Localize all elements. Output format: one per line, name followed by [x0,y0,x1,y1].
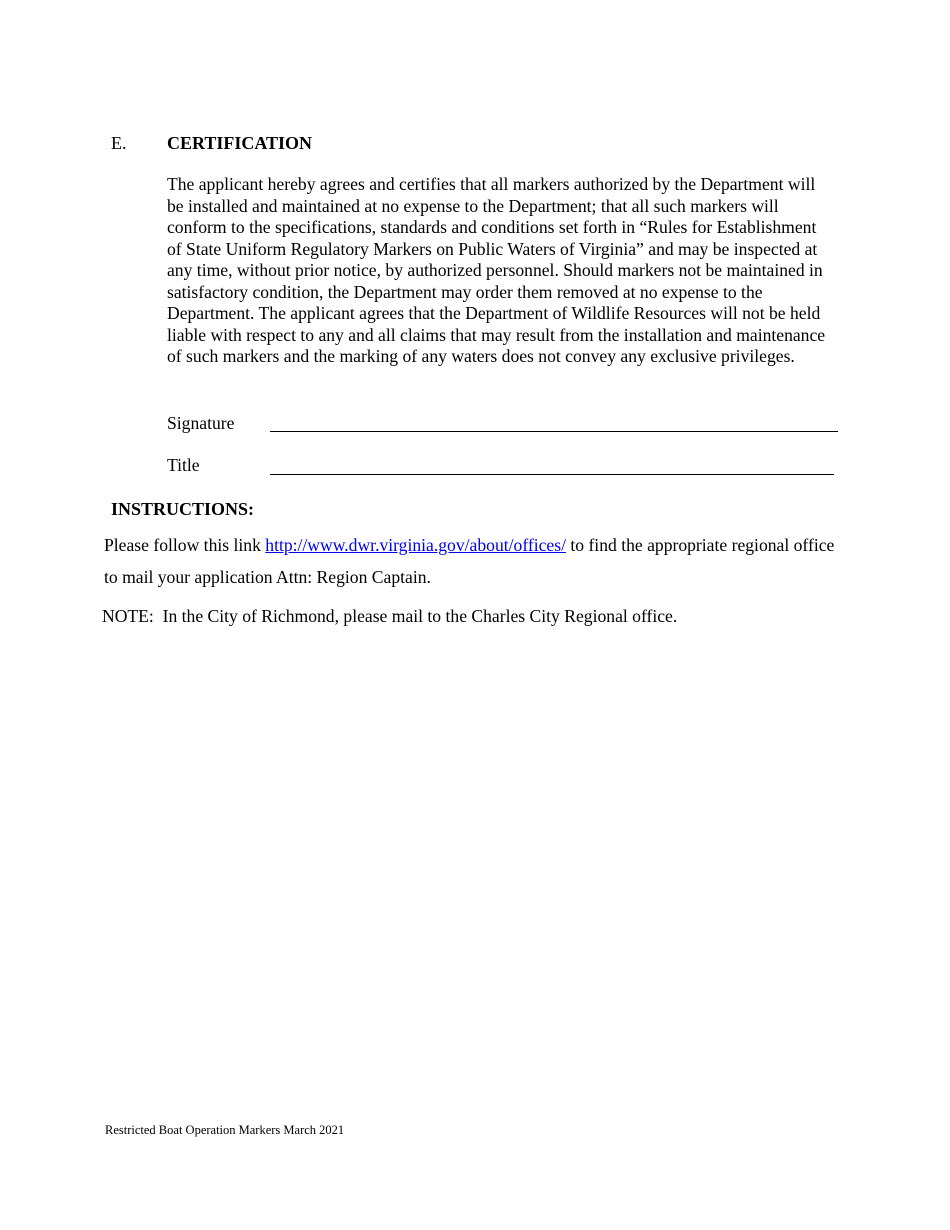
instructions-text-before-link: Please follow this link [104,535,266,555]
signature-field[interactable] [270,431,838,432]
signature-label: Signature [167,413,235,433]
section-title: CERTIFICATION [167,133,313,153]
instructions-text-after-link: to find the appropriate regional office to mail your application Attn: Region Captain. [104,535,835,587]
instructions-heading: INSTRUCTIONS: [111,499,255,519]
title-field[interactable] [270,474,834,475]
offices-link[interactable]: http://www.dwr.virginia.gov/about/offices/ [265,535,566,555]
page-footer: Restricted Boat Operation Markers March 2021 [105,1123,345,1137]
certification-text: The applicant hereby agrees and certifies that all markers authorized by the Department will be installed and maintained at no expense to the Department; that all such markers will conform to the specifications, standards and conditions set forth in “Rules for Establishment of State Uniform Regulatory Markers on Public Waters of Virginia” and may be inspected at any time, without prior notice, by authorized personnel. Should markers not be maintained in satisfactory condition, the Department may order them removed at no expense to the Department. The applicant agrees that the Department of Wildlife Resources will not be held liable with respect to any and all claims that may result from the installation and maintenance of such markers and the marking of any waters does not convey any exclusive privileges. [167,174,826,366]
title-label: Title [167,455,200,475]
instructions-paragraph [104,529,844,593]
note-text: NOTE: In the City of Richmond, please mail to the Charles City Regional office. [102,606,678,626]
section-letter: E. [111,133,127,153]
